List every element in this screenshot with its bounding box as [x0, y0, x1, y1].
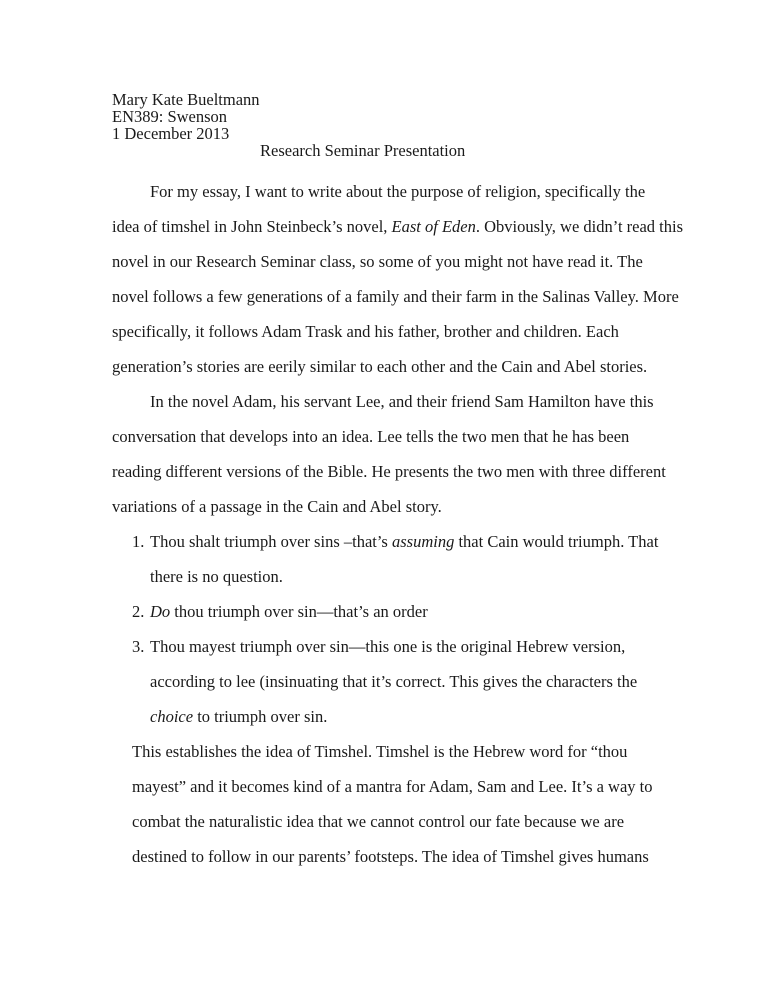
author-name: Mary Kate Bueltmann	[112, 90, 260, 109]
text-line: generation’s stories are eerily similar to each other and the Cain and Abel stories.	[112, 357, 648, 376]
text-line: conversation that develops into an idea. Lee tells the two men that he has been	[112, 427, 630, 446]
list-item: Thou mayest triumph over sin—this one is the original Hebrew version,	[150, 637, 626, 656]
list-item-cont: according to lee (insinuating that it’s correct. This gives the characters the	[150, 672, 638, 691]
document-title: Research Seminar Presentation	[260, 141, 466, 160]
text-line: For my essay, I want to write about the purpose of religion, specifically the	[150, 182, 646, 201]
text-line	[112, 217, 683, 237]
text: idea of timshel in John Steinbeck’s novel,	[112, 217, 392, 236]
text-line: mayest” and it becomes kind of a mantra for Adam, Sam and Lee. It’s a way to	[132, 777, 653, 796]
list-item-cont: there is no question.	[150, 567, 283, 586]
emphasis: choice	[150, 707, 194, 726]
course-name: EN389: Swenson	[112, 107, 228, 126]
text: . Obviously, we didn’t read this	[475, 217, 684, 236]
text-line: destined to follow in our parents’ footsteps. The idea of Timshel gives humans	[132, 847, 649, 866]
emphasis: assuming	[391, 532, 455, 551]
text: thou triumph over sin—that’s an order	[170, 602, 428, 621]
list-number: 2.	[132, 602, 145, 621]
book-title: East of Eden	[391, 217, 476, 236]
text-line: novel in our Research Seminar class, so some of you might not have read it. The	[112, 252, 643, 271]
text-line: novel follows a few generations of a family and their farm in the Salinas Valley. More	[112, 287, 679, 306]
list-number: 1.	[132, 532, 145, 551]
date: 1 December 2013	[112, 124, 230, 143]
list-item-cont	[150, 707, 327, 727]
text: that Cain would triumph. That	[454, 532, 659, 551]
text-line: reading different versions of the Bible. He presents the two men with three different	[112, 462, 666, 481]
text-line: This establishes the idea of Timshel. Timshel is the Hebrew word for “thou	[132, 742, 628, 761]
list-number: 3.	[132, 637, 145, 656]
emphasis: Do	[150, 602, 171, 621]
text-line: In the novel Adam, his servant Lee, and their friend Sam Hamilton have this	[150, 392, 654, 411]
text: Thou shalt triumph over sins –that’s	[150, 532, 392, 551]
text-line: specifically, it follows Adam Trask and his father, brother and children. Each	[112, 322, 619, 341]
text-line: variations of a passage in the Cain and Abel story.	[112, 497, 442, 516]
list-item	[150, 602, 428, 622]
text: to triumph over sin.	[193, 707, 328, 726]
list-item	[150, 532, 658, 552]
text-line: combat the naturalistic idea that we cannot control our fate because we are	[132, 812, 625, 831]
